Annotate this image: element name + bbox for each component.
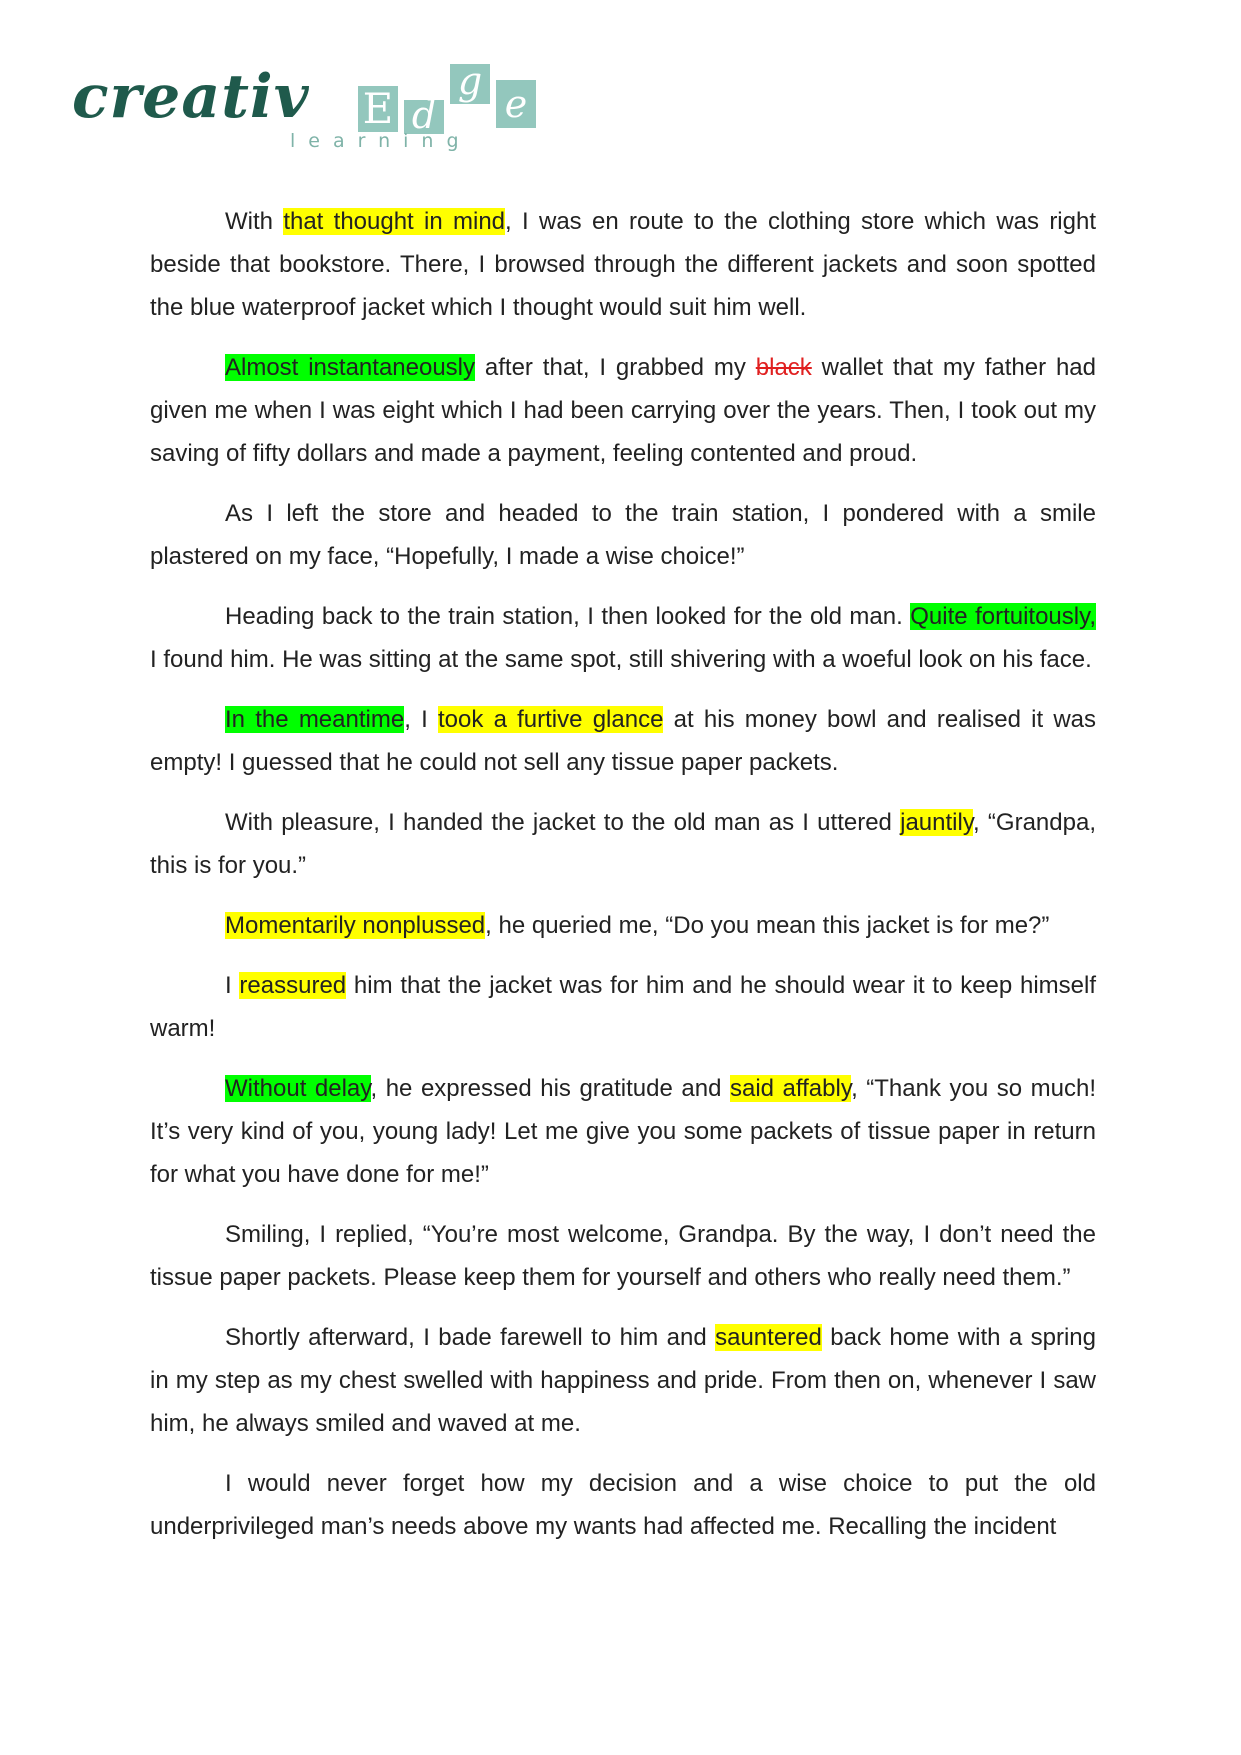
paragraph-3 xyxy=(150,492,1096,578)
text-run: , “Grandpa, this is for you.” xyxy=(150,809,1096,879)
text-run: I would never forget how my decision and a wise choice to put the old underprivileged man’s needs above my wants had affected me. Recalling the incident xyxy=(150,1470,1096,1540)
text-run: Smiling, I replied, “You’re most welcome, Grandpa. By the way, I don’t need the tissue paper packets. Please keep them for yourself and others who really need them.” xyxy=(150,1221,1096,1291)
text-run: I xyxy=(225,972,240,999)
document-body xyxy=(150,200,1096,1565)
text-run: back home with a spring in my step as my chest swelled with happiness and pride. From then on, whenever I saw him, he always smiled and waved at me. xyxy=(150,1324,1096,1437)
paragraph-6 xyxy=(150,801,1096,887)
highlight-phrase: sauntered xyxy=(715,1324,822,1351)
highlight-connector: Without delay xyxy=(225,1075,371,1102)
strikethrough-word: black xyxy=(755,354,812,381)
text-run: Shortly afterward, I bade farewell to him and xyxy=(225,1324,716,1351)
text-run: I found him. He was sitting at the same spot, still shivering with a woeful look on his face. xyxy=(150,646,1092,673)
highlight-phrase: took a furtive glance xyxy=(437,706,664,733)
text-run: , I was en route to the clothing store which was right beside that bookstore. There, I browsed through the different jackets and soon spotted the blue waterproof jacket which I thought would suit him well. xyxy=(150,208,1097,321)
text-run: As I left the store and headed to the train station, I pondered with a smile plastered on my face, “Hopefully, I made a wise choice!” xyxy=(150,500,1096,570)
logo-tile-2: d xyxy=(404,100,444,134)
paragraph-12 xyxy=(150,1462,1096,1548)
paragraph-9 xyxy=(150,1067,1096,1196)
text-run: With pleasure, I handed the jacket to the old man as I uttered xyxy=(225,809,901,836)
highlight-connector: Almost instantaneously xyxy=(225,354,476,381)
logo-tile-3: g xyxy=(450,64,490,104)
logo-wordmark: creativ xyxy=(72,62,310,132)
text-run: him that the jacket was for him and he should wear it to keep himself warm! xyxy=(150,972,1096,1042)
paragraph-2 xyxy=(150,346,1096,475)
highlight-connector: In the meantime xyxy=(225,706,405,733)
text-run: , he expressed his gratitude and xyxy=(370,1075,730,1102)
logo-subtitle: learning xyxy=(290,130,472,152)
logo-tiles xyxy=(358,59,548,137)
highlight-phrase: jauntily xyxy=(900,809,974,836)
text-run: at his money bowl and realised it was empty! I guessed that he could not sell any tissue paper packets. xyxy=(150,706,1097,776)
highlight-phrase: that thought in mind xyxy=(283,208,506,235)
text-run: after that, I grabbed my xyxy=(475,354,756,381)
paragraph-5 xyxy=(150,698,1096,784)
paragraph-11 xyxy=(150,1316,1096,1445)
text-run: wallet that my father had given me when I was eight which I had been carrying over the years. Then, I took out my saving of fifty dollars and made a payment, feeling contented and proud. xyxy=(150,354,1097,467)
highlight-phrase: Momentarily nonplussed xyxy=(225,912,486,939)
text-run: , he queried me, “Do you mean this jacket is for me?” xyxy=(485,912,1050,939)
company-logo xyxy=(72,58,528,158)
highlight-phrase: said affably xyxy=(729,1075,852,1102)
text-run: With xyxy=(225,208,284,235)
text-run: , I xyxy=(404,706,438,733)
text-run: Heading back to the train station, I then looked for the old man. xyxy=(225,603,911,630)
paragraph-10 xyxy=(150,1213,1096,1299)
paragraph-8 xyxy=(150,964,1096,1050)
logo-tile-1: E xyxy=(358,86,398,132)
paragraph-4 xyxy=(150,595,1096,681)
paragraph-1 xyxy=(150,200,1096,329)
text-run: , “Thank you so much! It’s very kind of you, young lady! Let me give you some packets of tissue paper in return for what you have done for me!” xyxy=(150,1075,1096,1188)
highlight-connector: Quite fortuitously, xyxy=(910,603,1096,630)
logo-tile-4: e xyxy=(496,80,536,128)
highlight-phrase: reassured xyxy=(239,972,347,999)
paragraph-7 xyxy=(150,904,1096,947)
